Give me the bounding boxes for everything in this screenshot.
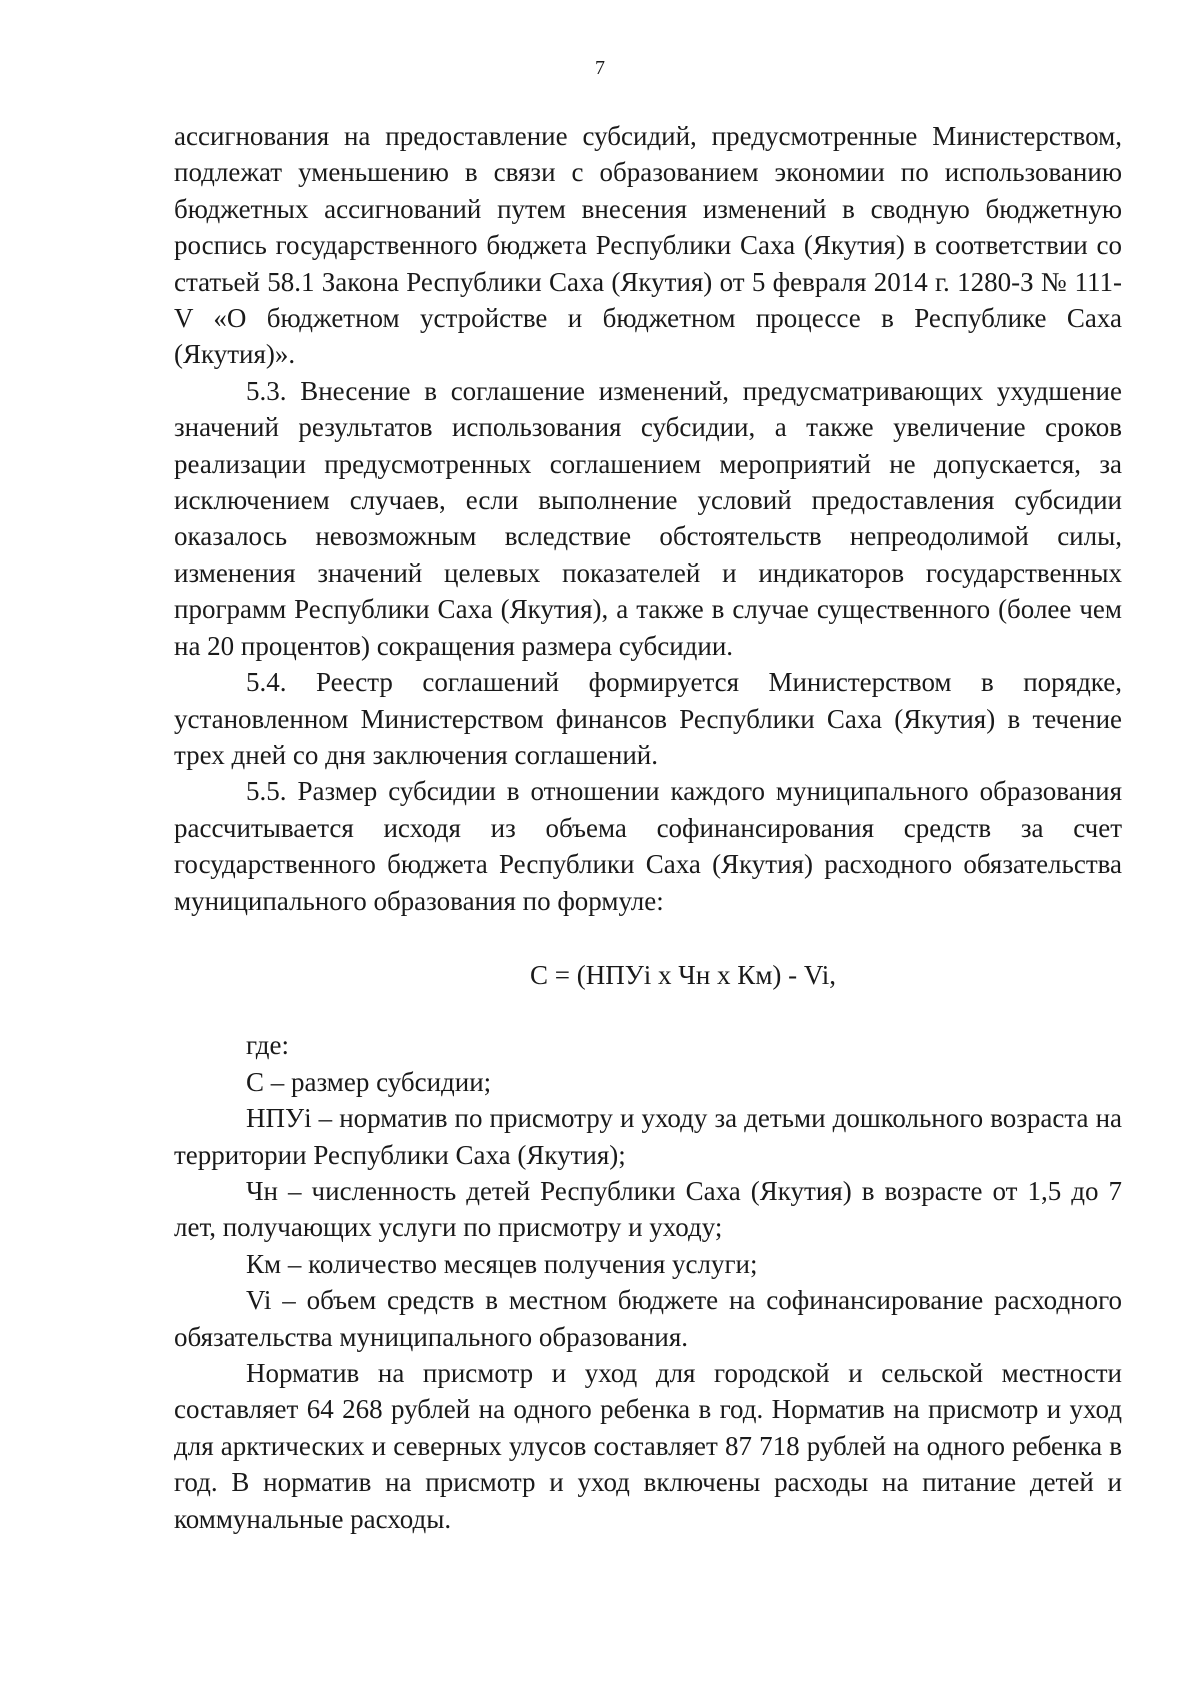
definition-chn: Чн – численность детей Республики Саха (Якутия) в возрасте от 1,5 до 7 лет, получающих услуги по присмотру и уходу; (174, 1175, 1122, 1243)
definition-vi: Vi – объем средств в местном бюджете на софинансирование расходного обязательства муниципального образования. (174, 1285, 1122, 1352)
paragraph-5-3: 5.3. Внесение в соглашение изменений, предусматривающих ухудшение значений результатов использования субсидии, а также увеличение сроков реализации предусмотренных соглашением мероприятий не допускается, за исключением случаев, если выполнение условий предоставления субсидии оказалось невозможным вследствие обстоятельств непреодолимой силы, изменения значений целевых показателей и индикаторов государственных программ Республики Саха (Якутия), а также в случае существенного (более чем на 20 процентов) сокращения размера субсидии. (174, 375, 1122, 661)
formula-where-label: где: (246, 1030, 289, 1061)
definition-c: С – размер субсидии; (246, 1066, 492, 1097)
paragraph-5-5: 5.5. Размер субсидии в отношении каждого муниципального образования рассчитывается исходя из объема софинансирования средств за счет государственного бюджета Республики Саха (Якутия) расходного обязательства муниципального образования по формуле: (174, 776, 1122, 916)
definition-npu: НПУi – норматив по присмотру и уходу за детьми дошкольного возраста на территории Республики Саха (Якутия); (174, 1103, 1122, 1170)
paragraph-appropriations: ассигнования на предоставление субсидий, предусмотренные Министерством, подлежат уменьшению в связи с образованием экономии по использованию бюджетных ассигнований путем внесения изменений в сводную бюджетную роспись государственного бюджета Республики Саха (Якутия) в соответствии со статьей 58.1 Закона Республики Саха (Якутия) от 5 февраля 2014 г. 1280-З № 111-V «О бюджетном устройстве и бюджетном процессе в Республике Саха (Якутия)». (174, 121, 1122, 370)
paragraph-normative: Норматив на присмотр и уход для городской и сельской местности составляет 64 268 рублей на одного ребенка в год. Норматив на присмотр и уход для арктических и северных улусов составляет 87 718 рублей на одного ребенка в год. В норматив на присмотр и уход включены расходы на питание детей и коммунальные расходы. (174, 1358, 1122, 1534)
document-body (174, 118, 1122, 1537)
definition-km: Км – количество месяцев получения услуги; (246, 1248, 758, 1279)
subsidy-formula: С = (НПУi х Чн х Км) - Vi, (529, 959, 837, 990)
page-number: 7 (595, 57, 605, 79)
paragraph-5-4: 5.4. Реестр соглашений формируется Министерством в порядке, установленном Министерством финансов Республики Саха (Якутия) в течение трех дней со дня заключения соглашений. (174, 667, 1122, 770)
